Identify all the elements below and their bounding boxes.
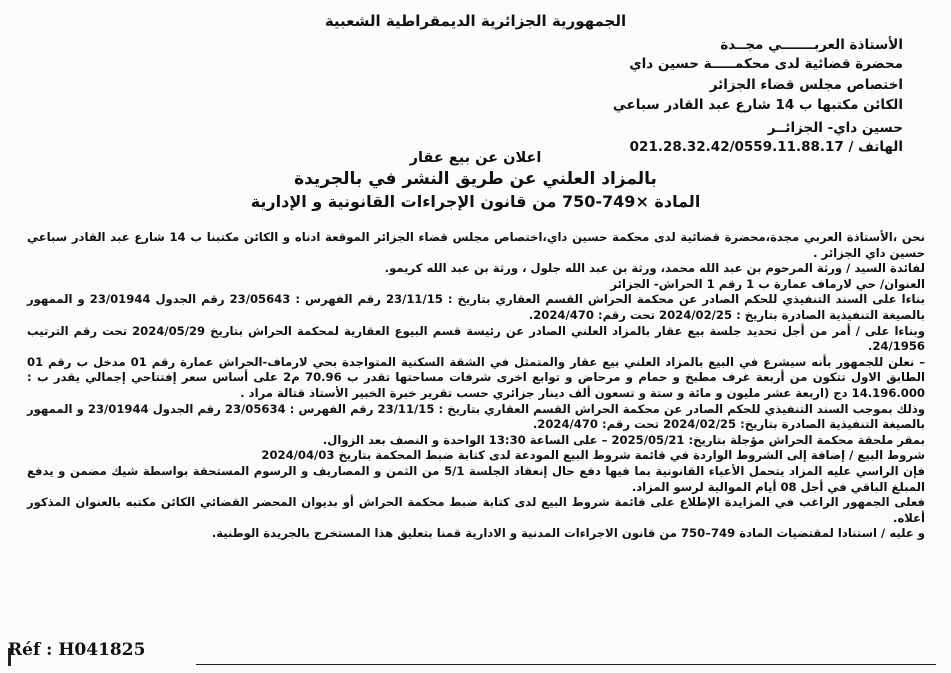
announcement-subheading: بالمزاد العلني عن طريق النشر في بالجريدة (294, 169, 657, 189)
footer-rule (196, 664, 936, 665)
reference-number: Réf : H041825 (8, 640, 146, 660)
body-paragraph-order: وبناءا على / أمر من أجل تحديد جلسة بيع عقار بالمزاد العلني الصادر عن رئيسة قسم البيوع العقارية لمحكمة الحراش بتاريخ 2024/05/29 تحت رقم الترتيب 24/1956. (27, 323, 925, 354)
body-paragraph-enforcement-title: بناءا على السند التنفيذي للحكم الصادر عن محكمة الحراش القسم العقاري بتاريخ : 23/11/15 رقم الفهرس : 23/05643 رقم الجدول 23/01944 و الممهور بالصيغة التنفيذية الصادرة بتاريخ : 2024/02/25 تحت رقم: 2024/470. (27, 292, 925, 322)
bailiff-name: الأستاذة العربـــــــي مجــدة (720, 37, 903, 53)
bailiff-phone: الهاتف / 021.28.32.42/0559.11.88.17 (629, 139, 903, 155)
republic-title: الجمهورية الجزائرية الديمقراطية الشعبية (324, 12, 627, 30)
announcement-heading: اعلان عن بيع عقار (409, 150, 542, 166)
body-paragraph-public-info: فعلى الجمهور الراغب في المزايدة الإطلاع على قائمة شروط البيع لدى كتابة ضبط محكمة الحراش أو بديوان المحضر القضائي الكائن مكتبه بالعنوان المذكور أعلاه. (27, 495, 925, 525)
body-paragraph-payment: فإن الراسي عليه المزاد يتحمل الأعباء القانونية بما فيها دفع حال إنعقاد الجلسة 5/1 من الثمن و المصاريف و الرسوم المستحقة بواسطة شيك مضمن و يدفع المبلغ الباقي في أجل 08 أيام الموالية لرسو المزاد. (27, 463, 925, 494)
body-paragraph-address: العنوان/ حي لارماف عمارة ب 1 رقم 1 الحراش- الجزائر (610, 276, 925, 291)
body-paragraph-sale-date: بمقر ملحقة محكمة الحراش مؤجلة بتاريخ: 2025/05/21 – على الساعة 13:30 الواحدة و النصف بعد الزوال. (322, 432, 925, 447)
bailiff-city: حسين داي- الجزائــر (767, 120, 903, 136)
body-paragraph-beneficiaries: لفائدة السيد / ورثة المرحوم بن عبد الله محمد، ورثة بن عبد الله جلول ، ورثة بن عبد الله كريمو. (384, 261, 925, 276)
bailiff-office-address: الكائن مكتبها ب 14 شارع عبد القادر سباعي (612, 97, 903, 113)
body-paragraph-judgment: وذلك بموجب السند التنفيذي للحكم الصادر عن محكمة الحراش القسم العقاري بتاريخ : 23/11/15 رقم الفهرس : 23/05634 رقم الجدول 23/01944 و الممهور بالصيغة التنفيذية الصادرة بتاريخ: 2024/02/25 تحت رقم: 2024/470. (27, 401, 925, 432)
notice-body (27, 230, 925, 542)
bailiff-jurisdiction: اختصاص مجلس قضاء الجزائر (709, 77, 903, 93)
body-paragraph-sale-description: – نعلن للجمهور بأنه سيشرع في البيع بالمزاد العلني بيع عقار والمتمثل في الشقة السكنية المتواجدة بحي لارماف-الحراش عمارة رقم 01 مدخل ب رقم 01 الطابق الاول تتكون من أربعة غرف مطبخ و حمام و مرحاض و توابع اخرى شرفات مساحتها تقدر ب 70.96 م2 على أساس سعر إفتتاحي إجمالي يقدر ب : 14.196.000 دج (اربعة عشر مليون و مائة و ستة و تسعون ألف دينار جزائري حسب تقرير خبرة الخبير الأستاذ قتالة مراد . (27, 354, 926, 400)
announcement-legal-article: المادة ×749-750 من قانون الإجراءات القانونية و الإدارية (250, 192, 701, 211)
body-paragraph-conditions: شروط البيع / إضافة إلى الشروط الواردة في قائمة شروط البيع المودعة لدى كتابة ضبط المحكمة بتاريخ 2024/04/03 (261, 448, 925, 463)
bailiff-court: محضرة قضائية لدى محكمـــــة حسين داي (629, 56, 903, 72)
body-paragraph-intro: نحن ،الأستاذة العربي مجدة،محضرة قضائية لدى محكمة حسين داي،اختصاص مجلس قضاء الجزائر الموقعة ادناه و الكائن مكتبنا ب 14 شارع عبد القادر سباعي حسين داي الجزائر . (27, 230, 925, 260)
body-paragraph-closing: و عليه / استنادا لمقتضيات المادة 749–750 من قانون الاجراءات المدنية و الادارية قمنا بتعليق هذا المستخرج بالجريدة الوطنية. (211, 526, 925, 541)
